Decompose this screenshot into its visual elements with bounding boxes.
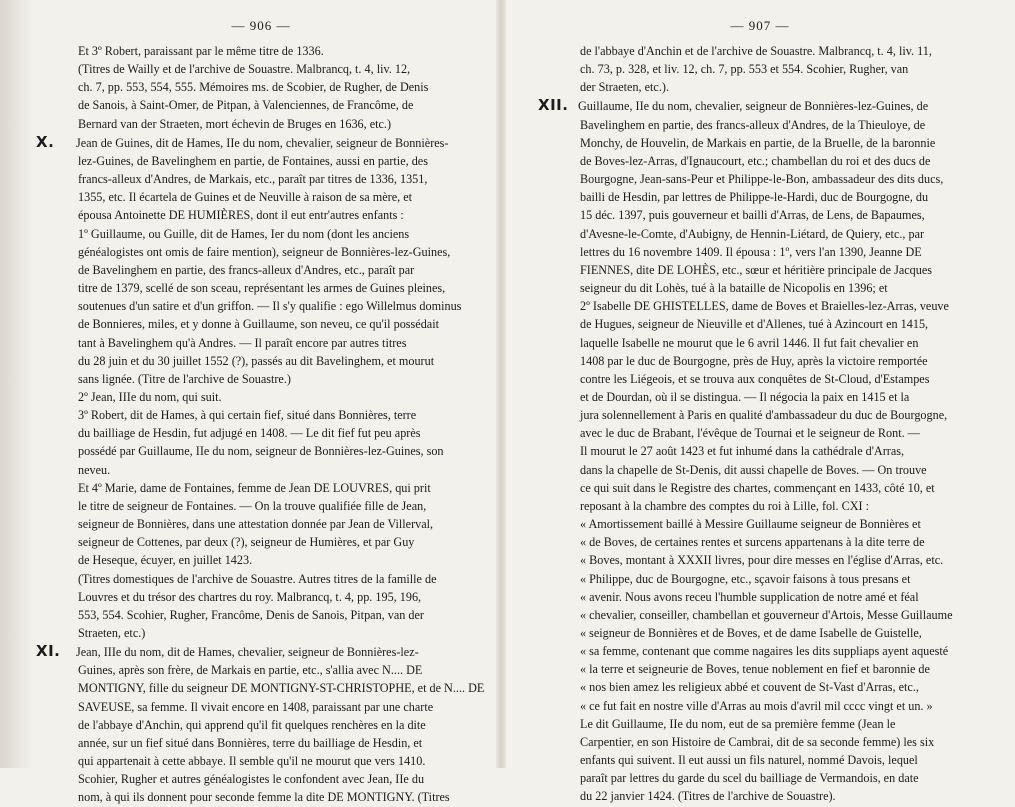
text-line-content: « Philippe, duc de Bourgogne, etc., sçavoir faisons à tous presans et — [580, 571, 911, 586]
text-line — [36, 334, 486, 352]
text-line-content: de Heseque, écuyer, en juillet 1423. — [78, 553, 253, 568]
text-line-content: dans la chapelle de St-Denis, dit aussi chapelle de Boves. — On trouve — [580, 462, 927, 477]
text-line — [36, 442, 486, 460]
text-line — [538, 116, 982, 134]
text-line-content: seigneur du dit Lohès, tué à la bataille de Nicopolis en 1396; et — [580, 281, 888, 296]
text-line — [538, 769, 982, 787]
text-line — [36, 752, 486, 770]
text-line — [36, 533, 486, 551]
text-line-content: qui appartenait à cette abbaye. Il semble qu'il ne mourut que vers 1410. — [78, 754, 426, 769]
text-line — [36, 297, 486, 315]
text-line-content: Carpentier, en son Histoire de Cambrai, dit de sa seconde femme) les six — [580, 734, 935, 749]
text-line — [36, 96, 486, 114]
text-line-content: possédé par Guillaume, IIe du nom, seigneur de Bonnières-lez-Guines, son — [78, 444, 444, 459]
text-line-content: de Hugues, seigneur de Nieuville et d'Allenes, tué à Azincourt en 1415, — [580, 317, 929, 332]
text-line-content: tant à Bavelinghem qu'à Andres. — Il paraît encore par autres titres — [78, 335, 407, 350]
text-line-content: sans lignée. (Titre de l'archive de Souastre.) — [78, 371, 291, 386]
text-line-content: de l'abbaye d'Anchin et de l'archive de Souastre. Malbrancq, t. 4, liv. 11, — [580, 44, 932, 58]
text-line-content: 1º Guillaume, ou Guille, dit de Hames, Ier du nom (dont les anciens — [78, 226, 410, 241]
text-line — [36, 588, 486, 606]
text-line — [36, 206, 486, 224]
text-line-content: Jean de Guines, dit de Hames, IIe du nom, chevalier, seigneur de Bonnières- — [76, 135, 449, 150]
text-line — [538, 606, 982, 624]
text-line-content: Le dit Guillaume, IIe du nom, eut de sa première femme (Jean le — [580, 716, 896, 731]
text-line-content: et de Dourdan, où il se distingua. — Il négocia la paix en 1415 et la — [580, 389, 910, 404]
text-line-content: Scohier, Rugher et autres généalogistes le confondent avec Jean, IIe du — [78, 772, 425, 787]
right-page-number: — 907 — — [730, 18, 790, 33]
text-line — [538, 515, 982, 533]
text-line — [36, 570, 486, 588]
text-line-content: 2º Isabelle DE GHISTELLES, dame de Boves et Braielles-lez-Arras, veuve — [580, 299, 949, 314]
text-line — [538, 170, 982, 188]
text-line-content: « chevalier, conseiller, chambellan et gouverneur d'Artois, Messe Guillaume — [580, 607, 953, 622]
text-line-content: de Boves-lez-Arras, d'Ignaucourt, etc.; chambellan du roi et des ducs de — [580, 153, 931, 168]
text-line-content: « Amortissement baillé à Messire Guillaume seigneur de Bonnières et — [580, 517, 921, 532]
text-line-content: Et 3º Robert, paraissant par le même titre de 1336. — [78, 44, 324, 58]
text-line — [538, 261, 982, 279]
text-line-content: MONTIGNY, fille du seigneur DE MONTIGNY-ST-CHRISTOPHE, et de N.... DE — [78, 681, 485, 696]
text-line — [538, 551, 982, 569]
text-line — [538, 424, 982, 442]
text-line-content: (Titres domestiques de l'archive de Souastre. Autres titres de la famille de — [78, 571, 437, 586]
text-line-content: reposant à la chambre des comptes du roi à Lille, fol. CXI : — [580, 498, 870, 513]
text-line-content: du 22 janvier 1424. (Titres de l'archive de Souastre). — [580, 789, 836, 804]
text-line-content: Bavelinghem en partie, des francs-alleux d'Andres, de la Thieuloye, de — [580, 117, 926, 132]
right-page — [538, 0, 982, 804]
text-line — [36, 515, 486, 533]
text-line — [36, 352, 486, 370]
text-line-content: paraît par lettres du garde du scel du bailliage de Vermandois, en date — [580, 771, 919, 786]
text-line-content: ch. 73, p. 328, et liv. 12, ch. 7, pp. 553 et 554. Scohier, Rugher, van — [580, 62, 909, 77]
text-line-content: Monchy, de Houvelin, de Markais en partie, de la Bruelle, de la baronnie — [580, 135, 936, 150]
text-line-content: laquelle Isabelle ne mourut que le 6 avril 1446. Il fut fait chevalier en — [580, 335, 919, 350]
left-page-body — [36, 42, 486, 807]
text-line-content: SAVEUSE, sa femme. Il vivait encore en 1408, paraissant par une charte — [78, 699, 434, 714]
text-line-content: du 28 juin et du 30 juillet 1552 (?), passés au dit Bavelinghem, et mourut — [78, 353, 435, 368]
page-edge-shadow — [0, 0, 34, 768]
text-line — [538, 134, 982, 152]
text-line — [36, 406, 486, 424]
text-line — [538, 533, 982, 551]
text-line-content: titre de 1379, scellé de son sceau, représentant les armes de Guines pleines, — [78, 281, 446, 296]
text-line-content: Louvres et du trésor des chartres du roy. Malbrancq, t. 4, pp. 195, 196, — [78, 589, 422, 604]
text-line-content: seigneur de Cottenes, par deux (?), seigneur de Humières, et par Guy — [78, 535, 415, 550]
text-line-content: nom, à qui ils donnent pour seconde femme la dite DE MONTIGNY. (Titres — [78, 790, 450, 805]
text-line — [36, 170, 486, 188]
text-line-content: lez-Guines, de Bavelinghem en partie, de Fontaines, aussi en partie, des — [78, 153, 428, 168]
text-line — [36, 788, 486, 806]
text-line — [538, 370, 982, 388]
text-line-content: 553, 554. Scohier, Rugher, Francôme, Denis de Sanois, Pitpan, van der — [78, 607, 424, 622]
generation-numeral: XII. — [538, 96, 569, 115]
text-line — [538, 334, 982, 352]
text-line-content: 1355, etc. Il écartela de Guines et de Neuville à raison de sa mère, et — [78, 190, 412, 205]
text-line — [538, 588, 982, 606]
text-line — [538, 96, 982, 115]
text-line-content: der Straeten, etc.). — [580, 80, 669, 95]
text-line-content: de l'abbaye d'Anchin, qui apprend qu'il fit quelques renchères en la dite — [78, 717, 426, 732]
text-line — [36, 388, 486, 406]
book-gutter — [496, 0, 506, 768]
text-line — [36, 315, 486, 333]
text-line — [538, 461, 982, 479]
text-line — [538, 225, 982, 243]
text-line-content: ch. 7, pp. 553, 554, 555. Mémoires ms. de Scobier, de Rugher, de Denis — [78, 80, 429, 95]
text-line-content: (Titres de Wailly et de l'archive de Souastre. Malbrancq, t. 4, liv. 12, — [78, 62, 411, 77]
text-line — [36, 115, 486, 133]
text-line — [36, 78, 486, 96]
text-line — [538, 279, 982, 297]
text-line-content: généalogistes ont omis de faire mention), seigneur de Bonnières-lez-Guines, — [78, 244, 451, 259]
text-line — [36, 370, 486, 388]
text-line — [538, 297, 982, 315]
text-line-content: épousa Antoinette DE HUMIÈRES, dont il eut entr'autres enfants : — [78, 208, 404, 223]
text-line — [36, 679, 486, 697]
text-line — [36, 461, 486, 479]
generation-numeral: XI. — [36, 642, 61, 661]
text-line — [538, 442, 982, 460]
text-line-content: année, sur un fief situé dans Bonnières, terre du bailliage de Hesdin, et — [78, 735, 423, 750]
text-line — [36, 243, 486, 261]
text-line — [36, 606, 486, 624]
text-line — [538, 497, 982, 515]
text-line-content: lettres du 16 novembre 1409. Il épousa : 1º, vers l'an 1390, Jeanne DE — [580, 244, 922, 259]
text-line — [36, 60, 486, 78]
text-line — [538, 642, 982, 660]
text-line-content: avec le duc de Brabant, l'évêque de Tournai et le seigneur de Ront. — — [580, 426, 920, 441]
text-line — [36, 624, 486, 642]
text-line — [36, 642, 486, 661]
text-line — [36, 497, 486, 515]
left-page — [36, 0, 486, 805]
text-line-content: Straeten, etc.) — [78, 626, 146, 640]
text-line — [36, 716, 486, 734]
text-line — [538, 206, 982, 224]
text-line — [36, 261, 486, 279]
text-line-content: de Sanois, à Saint-Omer, de Pitpan, à Valenciennes, de Francôme, de — [78, 98, 414, 113]
text-line — [538, 152, 982, 170]
text-line-content: contre les Liégeois, et se trouva aux conquêtes de St-Cloud, d'Estampes — [580, 371, 930, 386]
text-line — [36, 42, 486, 60]
text-line-content: d'Avesne-le-Comte, d'Aubigny, de Hennin-Liétard, de Quiery, etc., par — [580, 226, 925, 241]
text-line-content: bailli de Hesdin, par lettres de Philippe-le-Hardi, duc de Bourgogne, du — [580, 190, 929, 205]
text-line-content: Et 4º Marie, dame de Fontaines, femme de Jean DE LOUVRES, qui prit — [78, 480, 431, 495]
text-line-content: de Bavelinghem en partie, des francs-alleux d'Andres, etc., paraît par — [78, 262, 415, 277]
text-line-content: jura solennellement à Paris en qualité d'ambassadeur du duc de Bourgogne, — [580, 408, 948, 423]
text-line-content: neveu. — [78, 462, 111, 477]
text-line — [36, 225, 486, 243]
text-line — [538, 751, 982, 769]
text-line-content: seigneur de Bonnières, dans une attestation donnée par Jean de Villerval, — [78, 517, 434, 532]
text-line-content: 15 déc. 1397, puis gouverneur et bailli d'Arras, de Lens, de Bapaumes, — [580, 208, 925, 223]
text-line — [36, 152, 486, 170]
text-line-content: de Bonnieres, miles, et y donne à Guillaume, son neveu, ce qu'il possédait — [78, 317, 439, 332]
text-line-content: du bailliage de Hesdin, fut adjugé en 1408. — Le dit fief fut peu après — [78, 426, 421, 441]
text-line — [36, 133, 486, 152]
text-line-content: 3º Robert, dit de Hames, à qui certain fief, situé dans Bonnières, terre — [78, 408, 417, 423]
text-line — [538, 570, 982, 588]
text-line — [538, 188, 982, 206]
text-line-content: FIENNES, dite DE LOHÈS, etc., sœur et héritière principale de Jacques — [580, 262, 932, 277]
text-line-content: enfants qui suivent. Il eut aussi un fils naturel, nommé Davois, lequel — [580, 753, 918, 768]
text-line-content: Il mourut le 27 août 1423 et fut inhumé dans la cathédrale d'Arras, — [580, 444, 905, 459]
text-line — [36, 551, 486, 569]
text-line-content: francs-alleux d'Andres, de Markais, etc., paraît par titres de 1336, 1351, — [78, 172, 428, 187]
text-line-content: « seigneur de Bonnières et de Boves, et de dame Isabelle de Guistelle, — [580, 626, 922, 640]
text-line — [538, 406, 982, 424]
text-line — [36, 424, 486, 442]
text-line-content: Bourgogne, Jean-sans-Peur et Philippe-le-Bon, ambassadeur des dits ducs, — [580, 172, 944, 187]
text-line — [36, 770, 486, 788]
left-page-number: — 906 — — [231, 18, 291, 33]
text-line-content: « Boves, montant à XXXII livres, pour dire messes en l'église d'Arras, etc. — [580, 553, 944, 568]
text-line — [538, 787, 982, 805]
text-line-content: « de Boves, de certaines rentes et surcens appartenans à la dite terre de — [580, 535, 925, 550]
text-line-content: Guines, après son frère, de Markais en partie, etc., s'allia avec N.... DE — [78, 663, 423, 678]
text-line-content: Jean, IIIe du nom, dit de Hames, chevalier, seigneur de Bonnières-lez- — [76, 645, 419, 660]
text-line — [538, 678, 982, 696]
text-line — [538, 733, 982, 751]
text-line — [538, 315, 982, 333]
text-line-content: 2º Jean, IIIe du nom, qui suit. — [78, 389, 222, 404]
text-line — [538, 660, 982, 678]
text-line — [538, 697, 982, 715]
text-line — [36, 698, 486, 716]
text-line — [36, 479, 486, 497]
right-page-body — [538, 42, 982, 806]
text-line — [36, 734, 486, 752]
text-line — [538, 60, 982, 78]
text-line — [538, 479, 982, 497]
text-line — [538, 624, 982, 642]
text-line-content: 1408 par le duc de Bourgogne, près de Huy, après la victoire remportée — [580, 353, 928, 368]
text-line — [538, 243, 982, 261]
text-line — [538, 715, 982, 733]
text-line — [538, 42, 982, 60]
text-line-content: le titre de seigneur de Fontaines. — On la trouve qualifiée fille de Jean, — [78, 498, 427, 513]
text-line — [36, 661, 486, 679]
text-line — [36, 188, 486, 206]
text-line — [538, 78, 982, 96]
text-line — [36, 279, 486, 297]
text-line-content: « ce fut fait en nostre ville d'Arras au mois d'avril mil cccc vingt et un. » — [580, 698, 933, 713]
text-line-content: « nos bien amez les religieux abbé et couvent de St-Vast d'Arras, etc., — [580, 680, 919, 695]
text-line — [538, 352, 982, 370]
text-line-content: Guillaume, IIe du nom, chevalier, seigneur de Bonnières-lez-Guines, de — [578, 99, 929, 114]
text-line-content: ce qui suit dans le Registre des chartes, commençant en 1433, côté 10, et — [580, 480, 935, 495]
text-line-content: « la terre et seigneurie de Boves, tenue noblement en fief et baronnie de — [580, 662, 930, 677]
text-line — [538, 388, 982, 406]
generation-numeral: X. — [36, 132, 55, 151]
text-line-content: « sa femme, contenant que comme nagaires les dits suppliaps ayent aquesté — [580, 644, 949, 659]
text-line-content: soutenues d'un satire et d'un griffon. — Il s'y qualifie : ego Willelmus dominus — [78, 299, 462, 314]
text-line-content: « avenir. Nous avons receu l'humble supplication de notre amé et féal — [580, 589, 919, 604]
text-line-content: Bernard van der Straeten, mort échevin de Bruges en 1636, etc.) — [78, 116, 392, 131]
